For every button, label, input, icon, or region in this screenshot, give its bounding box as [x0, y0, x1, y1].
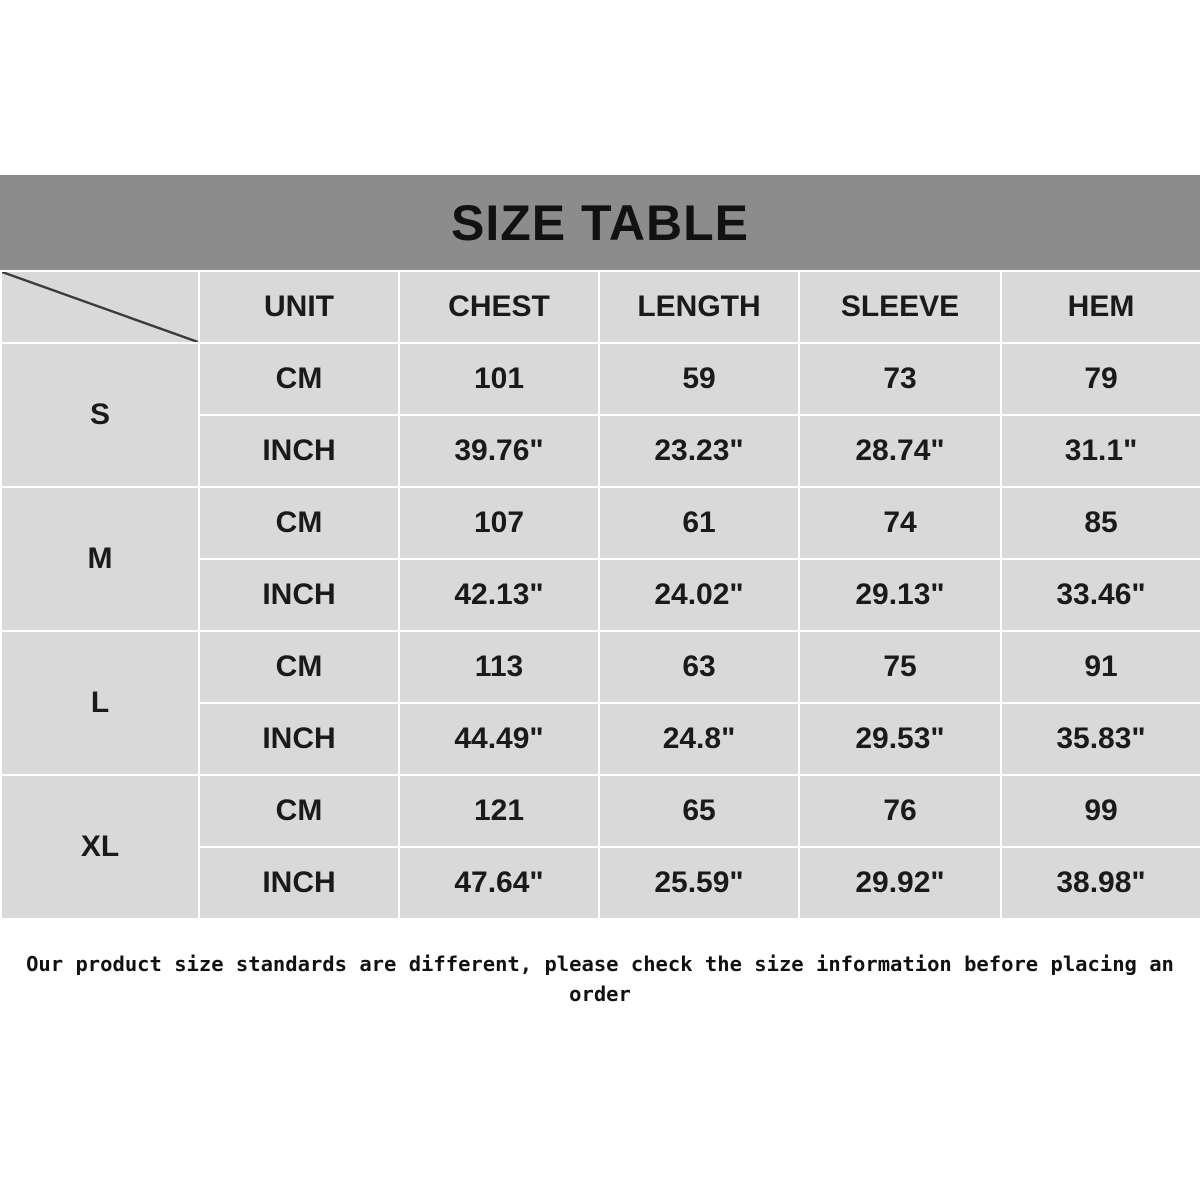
size-label-m: M [1, 487, 199, 631]
value-l-cm-sleeve: 75 [799, 631, 1001, 703]
value-s-inch-hem: 31.1" [1001, 415, 1200, 487]
column-header-hem: HEM [1001, 271, 1200, 343]
table-row [1, 487, 1200, 559]
unit-cm: CM [199, 487, 399, 559]
value-l-inch-length: 24.8" [599, 703, 799, 775]
value-l-inch-chest: 44.49" [399, 703, 599, 775]
value-xl-inch-chest: 47.64" [399, 847, 599, 919]
value-s-inch-length: 23.23" [599, 415, 799, 487]
value-l-inch-hem: 35.83" [1001, 703, 1200, 775]
unit-cm: CM [199, 631, 399, 703]
value-xl-cm-hem: 99 [1001, 775, 1200, 847]
value-s-inch-sleeve: 28.74" [799, 415, 1001, 487]
column-header-sleeve: SLEEVE [799, 271, 1001, 343]
value-m-inch-chest: 42.13" [399, 559, 599, 631]
value-m-cm-sleeve: 74 [799, 487, 1001, 559]
unit-cm: CM [199, 343, 399, 415]
value-xl-inch-sleeve: 29.92" [799, 847, 1001, 919]
size-note: Our product size standards are different, please check the size information before placing an order [26, 952, 1174, 1006]
value-xl-inch-length: 25.59" [599, 847, 799, 919]
table-header-row [1, 271, 1200, 343]
value-m-inch-sleeve: 29.13" [799, 559, 1001, 631]
size-table-block [0, 175, 1200, 920]
value-m-inch-hem: 33.46" [1001, 559, 1200, 631]
size-label-l: L [1, 631, 199, 775]
column-header-unit: UNIT [199, 271, 399, 343]
value-s-cm-length: 59 [599, 343, 799, 415]
value-xl-inch-hem: 38.98" [1001, 847, 1200, 919]
value-xl-cm-sleeve: 76 [799, 775, 1001, 847]
size-label-xl: XL [1, 775, 199, 919]
column-header-length: LENGTH [599, 271, 799, 343]
value-xl-cm-length: 65 [599, 775, 799, 847]
value-m-inch-length: 24.02" [599, 559, 799, 631]
value-l-cm-hem: 91 [1001, 631, 1200, 703]
value-xl-cm-chest: 121 [399, 775, 599, 847]
value-m-cm-chest: 107 [399, 487, 599, 559]
value-s-inch-chest: 39.76" [399, 415, 599, 487]
size-table-title-bar [0, 175, 1200, 270]
value-s-cm-sleeve: 73 [799, 343, 1001, 415]
value-l-cm-length: 63 [599, 631, 799, 703]
table-row [1, 631, 1200, 703]
table-corner-cell [1, 271, 199, 343]
size-label-s: S [1, 343, 199, 487]
unit-cm: CM [199, 775, 399, 847]
value-s-cm-chest: 101 [399, 343, 599, 415]
unit-inch: INCH [199, 415, 399, 487]
value-s-cm-hem: 79 [1001, 343, 1200, 415]
unit-inch: INCH [199, 703, 399, 775]
value-l-cm-chest: 113 [399, 631, 599, 703]
page-title: SIZE TABLE [451, 194, 749, 251]
value-m-cm-hem: 85 [1001, 487, 1200, 559]
value-l-inch-sleeve: 29.53" [799, 703, 1001, 775]
table-row [1, 343, 1200, 415]
column-header-chest: CHEST [399, 271, 599, 343]
value-m-cm-length: 61 [599, 487, 799, 559]
size-table [0, 270, 1200, 920]
table-row [1, 775, 1200, 847]
diagonal-slash-icon [2, 272, 198, 342]
unit-inch: INCH [199, 847, 399, 919]
unit-inch: INCH [199, 559, 399, 631]
